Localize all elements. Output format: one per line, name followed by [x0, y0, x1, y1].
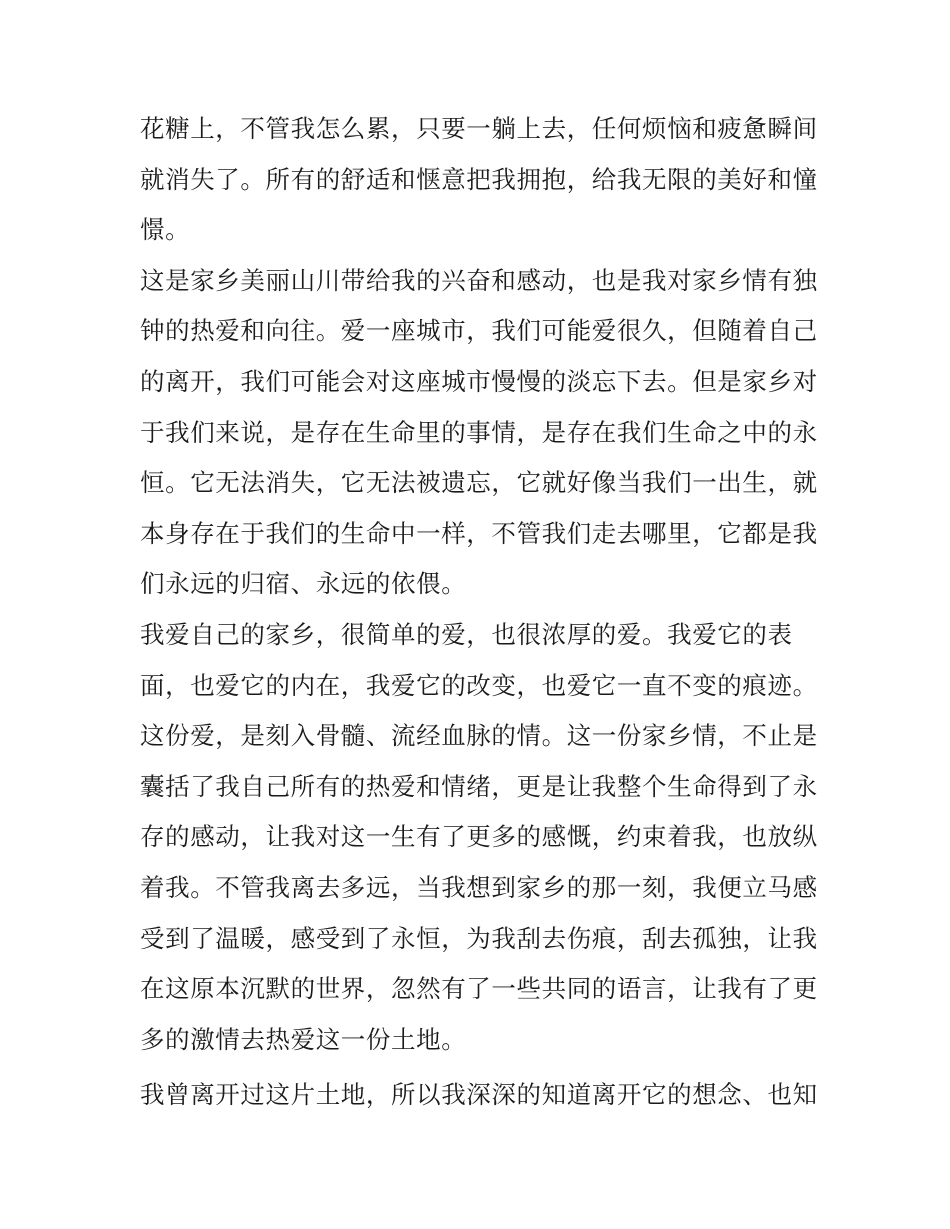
text-line: 多的激情去热爱这一份土地。 [140, 1024, 467, 1054]
document-page [140, 104, 820, 1121]
text-line: 花糖上，不管我怎么累，只要一躺上去，任何烦恼和疲惫瞬间 [140, 114, 818, 143]
text-line: 本身存在于我们的生命中一样，不管我们走去哪里，它都是我 [140, 518, 818, 548]
text-line: 于我们来说，是存在生命里的事情，是存在我们生命之中的永 [140, 417, 818, 447]
text-line: 我曾离开过这片土地，所以我深深的知道离开它的想念、也知 [140, 1080, 818, 1110]
text-line: 存的感动，让我对这一生有了更多的感慨，约束着我，也放纵 [140, 822, 818, 852]
text-line: 的离开，我们可能会对这座城市慢慢的淡忘下去。但是家乡对 [140, 366, 818, 396]
text-line: 在这原本沉默的世界，忽然有了一些共同的语言，让我有了更 [140, 974, 818, 1004]
text-line: 我爱自己的家乡，很简单的爱，也很浓厚的爱。我爱它的表 [140, 619, 793, 649]
text-line: 这是家乡美丽山川带给我的兴奋和感动，也是我对家乡情有独 [140, 265, 818, 295]
text-line: 这份爱，是刻入骨髓、流经血脉的情。这一份家乡情，不止是 [140, 721, 818, 751]
paragraph-3 [140, 610, 820, 1065]
text-line: 恒。它无法消失，它无法被遗忘，它就好像当我们一出生，就 [140, 468, 818, 498]
text-line: 就消失了。所有的舒适和惬意把我拥抱，给我无限的美好和憧 [140, 164, 818, 194]
text-line: 囊括了我自己所有的热爱和情绪，更是让我整个生命得到了永 [140, 771, 818, 801]
text-line: 憬。 [140, 215, 191, 245]
text-line: 面，也爱它的内在，我爱它的改变，也爱它一直不变的痕迹。 [140, 670, 818, 700]
text-line: 钟的热爱和向往。爱一座城市，我们可能爱很久，但随着自己 [140, 316, 818, 346]
text-line: 着我。不管我离去多远，当我想到家乡的那一刻，我便立马感 [140, 872, 818, 902]
paragraph-1 [140, 104, 820, 256]
text-line: 受到了温暖，感受到了永恒，为我刮去伤痕，刮去孤独，让我 [140, 923, 818, 953]
paragraph-4 [140, 1070, 820, 1121]
paragraph-2 [140, 256, 820, 610]
text-line: 们永远的归宿、永远的依偎。 [140, 569, 467, 599]
